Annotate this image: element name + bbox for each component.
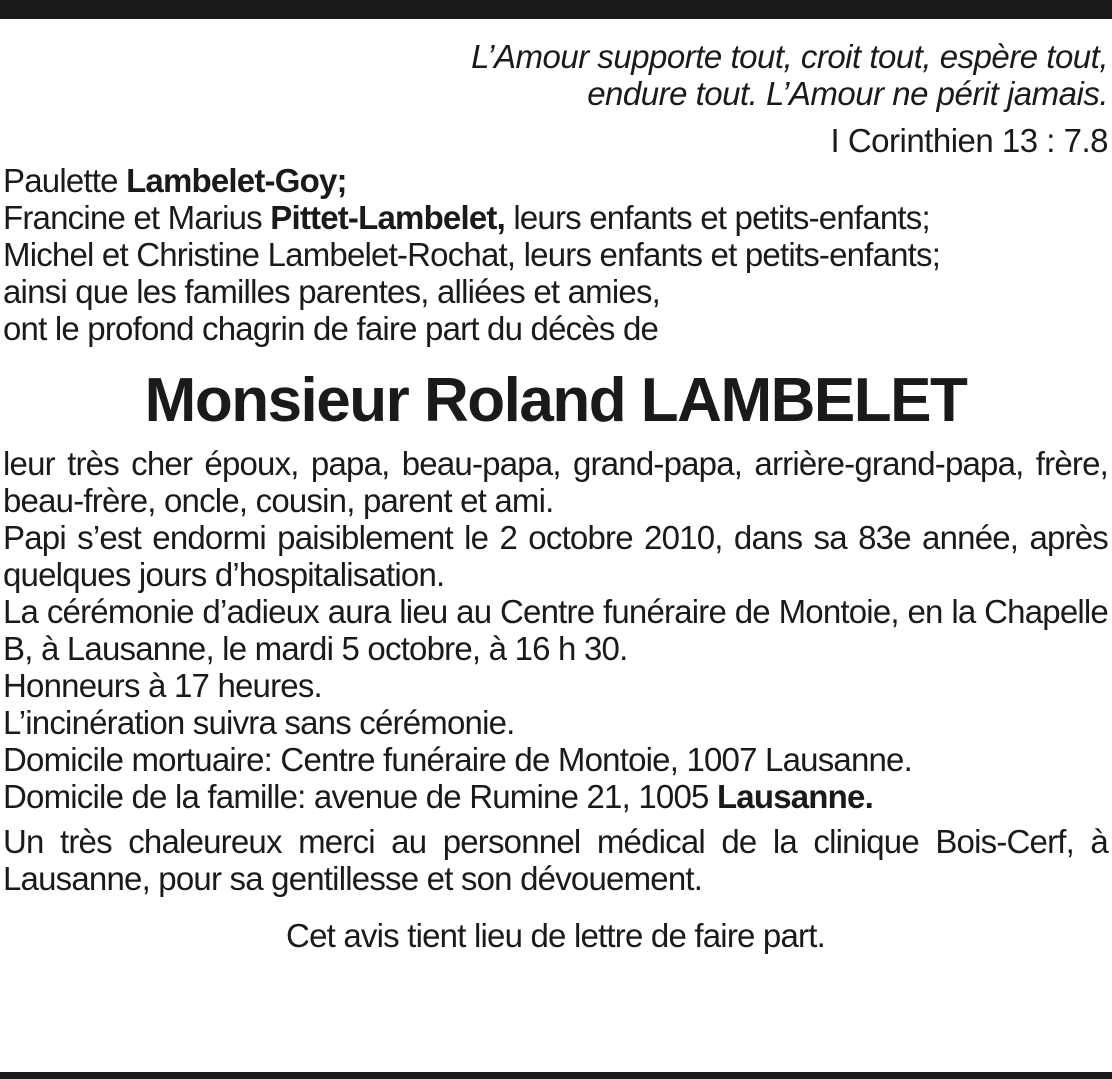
family-announcement bbox=[3, 162, 1108, 347]
family-line-2-suffix: leurs enfants et petits-enfants; bbox=[504, 199, 930, 236]
ceremony-text: La cérémonie d’adieux aura lieu au Centre funéraire de Montoie, en la Chapelle B, à Lausanne, le mardi 5 octobre, à 16 h 30. bbox=[3, 593, 1108, 667]
notice-details bbox=[3, 445, 1108, 815]
family-line-4: ainsi que les familles parentes, alliées et amies, bbox=[3, 273, 661, 310]
top-rule bbox=[0, 0, 1112, 19]
relations-text: leur très cher époux, papa, beau-papa, grand-papa, arrière-grand-papa, frère, beau-frère, oncle, cousin, parent et ami. bbox=[3, 445, 1108, 519]
verse-reference: I Corinthien 13 : 7.8 bbox=[830, 122, 1108, 159]
family-address bbox=[3, 778, 1108, 815]
family-line-3: Michel et Christine Lambelet-Rochat, leurs enfants et petits-enfants; bbox=[3, 236, 941, 273]
verse-line-1: L’Amour supporte tout, croit tout, espère tout, bbox=[471, 38, 1108, 75]
bottom-rule bbox=[0, 1072, 1112, 1079]
incineration-text: L’incinération suivra sans cérémonie. bbox=[3, 704, 515, 741]
mortuary-address: Domicile mortuaire: Centre funéraire de Montoie, 1007 Lausanne. bbox=[3, 741, 912, 778]
family-line-2-prefix: Francine et Marius bbox=[3, 199, 271, 236]
family-address-prefix: Domicile de la famille: avenue de Rumine 21, 1005 bbox=[3, 778, 717, 815]
family-line-2-name: Pittet-Lambelet, bbox=[270, 199, 505, 236]
family-line-1 bbox=[3, 162, 1108, 199]
bible-verse bbox=[3, 38, 1108, 112]
closing-text: Cet avis tient lieu de lettre de faire part. bbox=[286, 917, 825, 954]
verse-line-2: endure tout. L’Amour ne périt jamais. bbox=[587, 75, 1108, 112]
deceased-name: Monsieur Roland LAMBELET bbox=[144, 366, 967, 435]
passing-text: Papi s’est endormi paisiblement le 2 octobre 2010, dans sa 83e année, après quelques jours d’hospitalisation. bbox=[3, 519, 1108, 593]
family-line-5: ont le profond chagrin de faire part du décès de bbox=[3, 310, 659, 347]
family-line-1-prefix: Paulette bbox=[3, 162, 127, 199]
family-line-2 bbox=[3, 199, 1108, 236]
family-line-1-name: Lambelet-Goy; bbox=[126, 162, 347, 199]
thanks-text: Un très chaleureux merci au personnel médical de la clinique Bois-Cerf, à Lausanne, pour sa gentillesse et son dévouement. bbox=[3, 823, 1108, 897]
honours-text: Honneurs à 17 heures. bbox=[3, 667, 322, 704]
obituary-notice bbox=[3, 38, 1108, 954]
family-address-city: Lausanne. bbox=[716, 778, 873, 815]
